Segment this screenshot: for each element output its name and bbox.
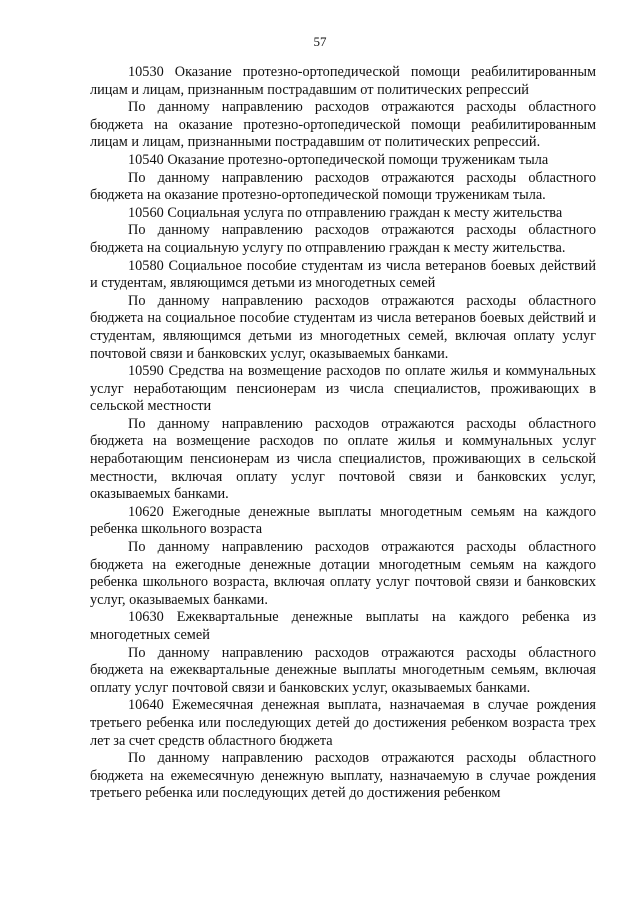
item-description-10620: По данному направлению расходов отражаются расходы областного бюджета на ежегодные денежные дотации многодетным семьям на каждого ребенка школьного возраста, включая оплату услуг почтовой связи и банковских услуг, оказываемых банками. bbox=[90, 539, 596, 608]
document-body bbox=[90, 64, 596, 803]
item-heading-10640: 10640 Ежемесячная денежная выплата, назначаемая в случае рождения третьего ребенка или последующих детей до достижения ребенком возраста трех лет за счет средств областного бюджета bbox=[90, 697, 596, 749]
item-description-10640: По данному направлению расходов отражаются расходы областного бюджета на ежемесячную денежную выплату, назначаемую в случае рождения третьего ребенка или последующих детей до достижения ребенком bbox=[90, 750, 596, 802]
item-heading-10540: 10540 Оказание протезно-ортопедической помощи труженикам тыла bbox=[128, 151, 549, 168]
item-heading-10580: 10580 Социальное пособие студентам из числа ветеранов боевых действий и студентам, являющимся детьми из многодетных семей bbox=[90, 257, 596, 292]
item-description-10530: По данному направлению расходов отражаются расходы областного бюджета на оказание протезно-ортопедической помощи реабилитированным лицам и лицам, признанными пострадавшим от политических репрессий. bbox=[90, 99, 596, 151]
item-description-10560: По данному направлению расходов отражаются расходы областного бюджета на социальную услугу по отправлению граждан к месту жительства. bbox=[90, 222, 596, 256]
item-heading-10620: 10620 Ежегодные денежные выплаты многодетным семьям на каждого ребенка школьного возраста bbox=[90, 503, 596, 538]
item-heading-10630: 10630 Ежеквартальные денежные выплаты на каждого ребенка из многодетных семей bbox=[90, 609, 596, 643]
item-heading-10590: 10590 Средства на возмещение расходов по оплате жилья и коммунальных услуг неработающим пенсионерам из числа специалистов, проживающих в сельской местности bbox=[90, 363, 596, 415]
item-heading-10530: 10530 Оказание протезно-ортопедической помощи реабилитированным лицам и лицам, признанным пострадавшим от политических репрессий bbox=[90, 64, 596, 98]
item-description-10590: По данному направлению расходов отражаются расходы областного бюджета на возмещение расходов по оплате жилья и коммунальных услуг неработающим пенсионерам из числа специалистов, проживающих в сельской местности, включая оплату услуг почтовой связи и банковских услуг, оказываемых банками. bbox=[90, 415, 596, 503]
item-description-10540: По данному направлению расходов отражаются расходы областного бюджета на оказание протезно-ортопедической помощи труженикам тыла. bbox=[90, 169, 596, 204]
item-description-10630: По данному направлению расходов отражаются расходы областного бюджета на ежеквартальные денежные выплаты многодетным семьям, включая оплату услуг почтовой связи и банковских услуг, оказываемых банками. bbox=[90, 644, 596, 696]
item-description-10580: По данному направлению расходов отражаются расходы областного бюджета на социальное пособие студентам из числа ветеранов боевых действий и студентам, являющимся детьми из многодетных семей, включая оплату услуг почтовой связи и банковских услуг, оказываемых банками. bbox=[90, 292, 596, 362]
item-heading-10560: 10560 Социальная услуга по отправлению граждан к месту жительства bbox=[128, 204, 563, 221]
page-number: 57 bbox=[313, 34, 327, 49]
